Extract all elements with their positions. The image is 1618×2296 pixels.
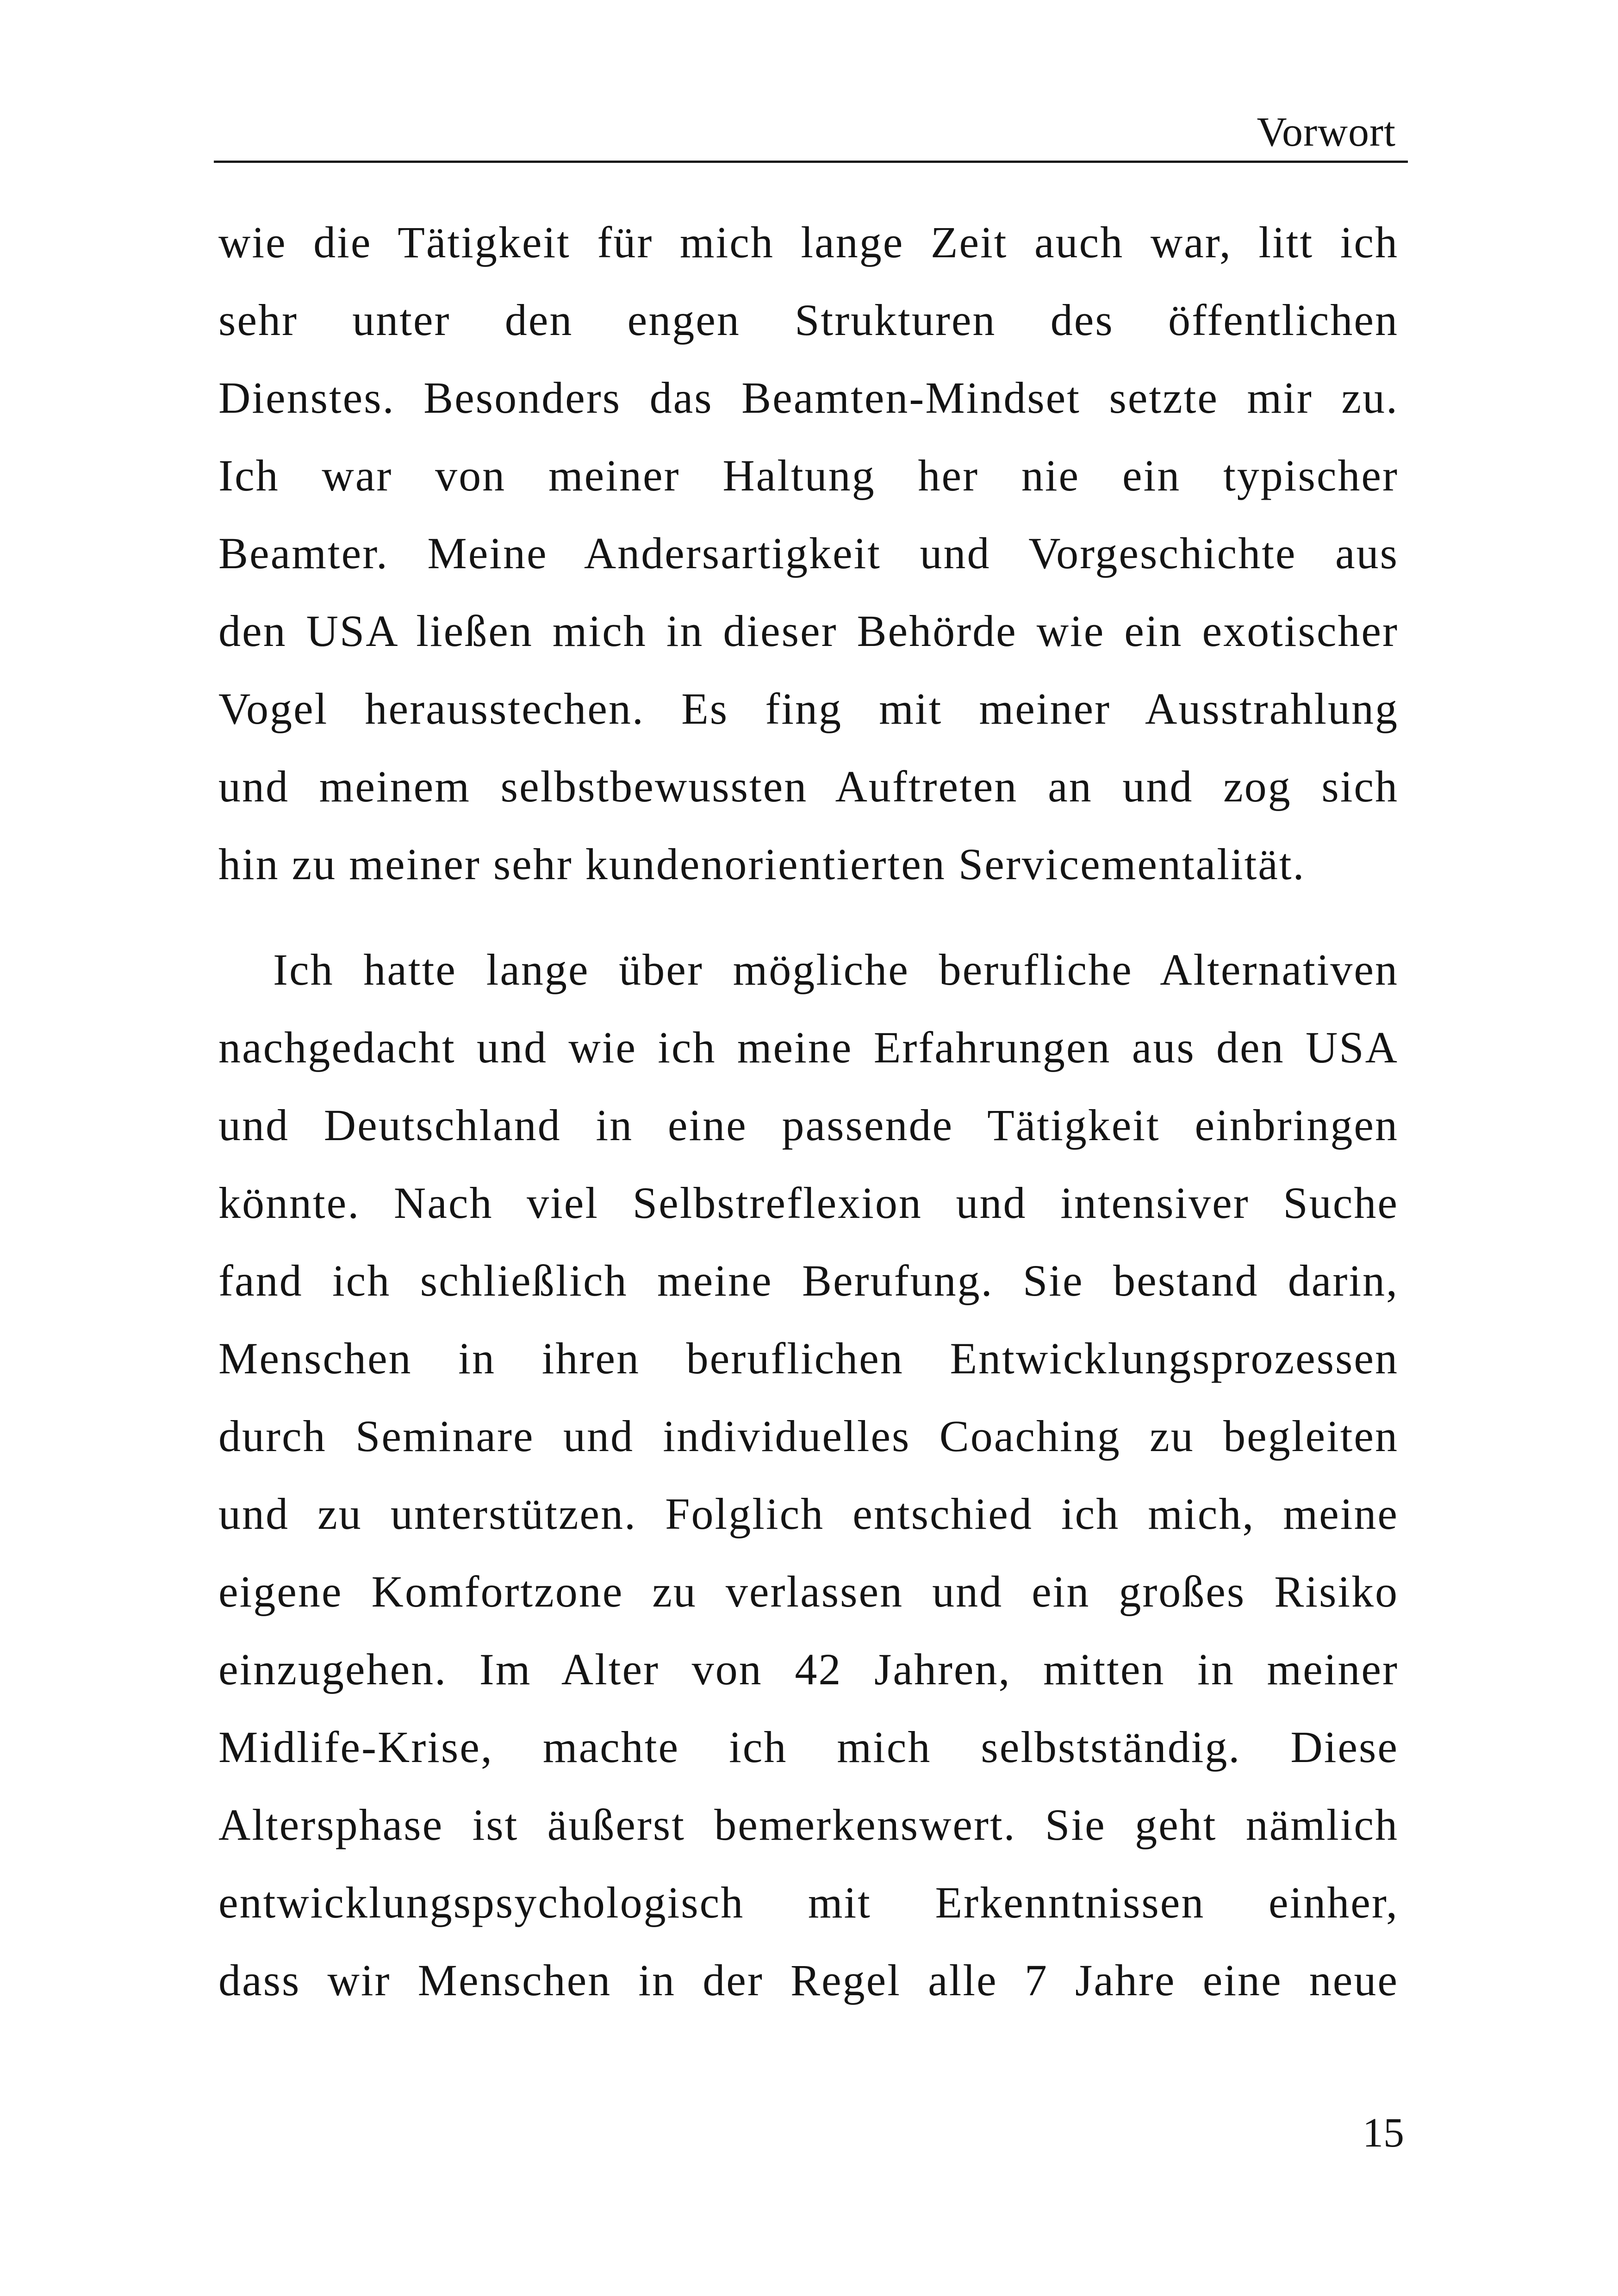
paragraph-1: [218, 204, 1399, 903]
text-line: hin zu meiner sehr kundenorientierten Servicementalität.: [218, 839, 1306, 889]
text-line: den USA ließen mich in dieser Behörde wie ein exotischer: [218, 606, 1399, 656]
text-line: wie die Tätigkeit für mich lange Zeit auch war, litt ich: [218, 217, 1399, 267]
text-line: Altersphase ist äußerst bemerkenswert. Sie geht nämlich: [218, 1800, 1399, 1849]
text-line: dass wir Menschen in der Regel alle 7 Jahre eine neue: [218, 1955, 1399, 2005]
text-line: eigene Komfortzone zu verlassen und ein großes Risiko: [218, 1567, 1399, 1616]
text-line: und meinem selbstbewussten Auftreten an und zog sich: [218, 762, 1399, 811]
text-line: Ich war von meiner Haltung her nie ein typischer: [218, 451, 1399, 500]
text-line: nachgedacht und wie ich meine Erfahrungen aus den USA: [218, 1023, 1399, 1072]
text-line: sehr unter den engen Strukturen des öffentlichen: [218, 295, 1399, 345]
header-rule: [214, 161, 1408, 163]
text-line: einzugehen. Im Alter von 42 Jahren, mitten in meiner: [218, 1644, 1399, 1694]
running-head-title: Vorwort: [1257, 109, 1396, 155]
text-line: Ich hatte lange über mögliche berufliche Alternativen: [273, 945, 1399, 994]
text-line: entwicklungspsychologisch mit Erkenntnissen einher,: [218, 1878, 1399, 1927]
text-line: durch Seminare und individuelles Coaching zu begleiten: [218, 1411, 1399, 1461]
text-line: und zu unterstützen. Folglich entschied ich mich, meine: [218, 1489, 1399, 1539]
text-line: Midlife-Krise, machte ich mich selbstständig. Diese: [218, 1722, 1399, 1772]
text-line: Dienstes. Besonders das Beamten-Mindset setzte mir zu.: [218, 373, 1399, 422]
text-line: Menschen in ihren beruflichen Entwicklungsprozessen: [218, 1334, 1399, 1383]
page-number: 15: [1363, 2110, 1404, 2156]
text-line: und Deutschland in eine passende Tätigkeit einbringen: [218, 1100, 1399, 1150]
text-line: könnte. Nach viel Selbstreflexion und intensiver Suche: [218, 1178, 1399, 1228]
text-line: Vogel herausstechen. Es fing mit meiner Ausstrahlung: [218, 684, 1399, 733]
text-line: fand ich schließlich meine Berufung. Sie bestand darin,: [218, 1256, 1399, 1305]
body-text: [218, 204, 1399, 2019]
text-line: Beamter. Meine Andersartigkeit und Vorgeschichte aus: [218, 528, 1399, 578]
paragraph-2: [218, 931, 1399, 2019]
